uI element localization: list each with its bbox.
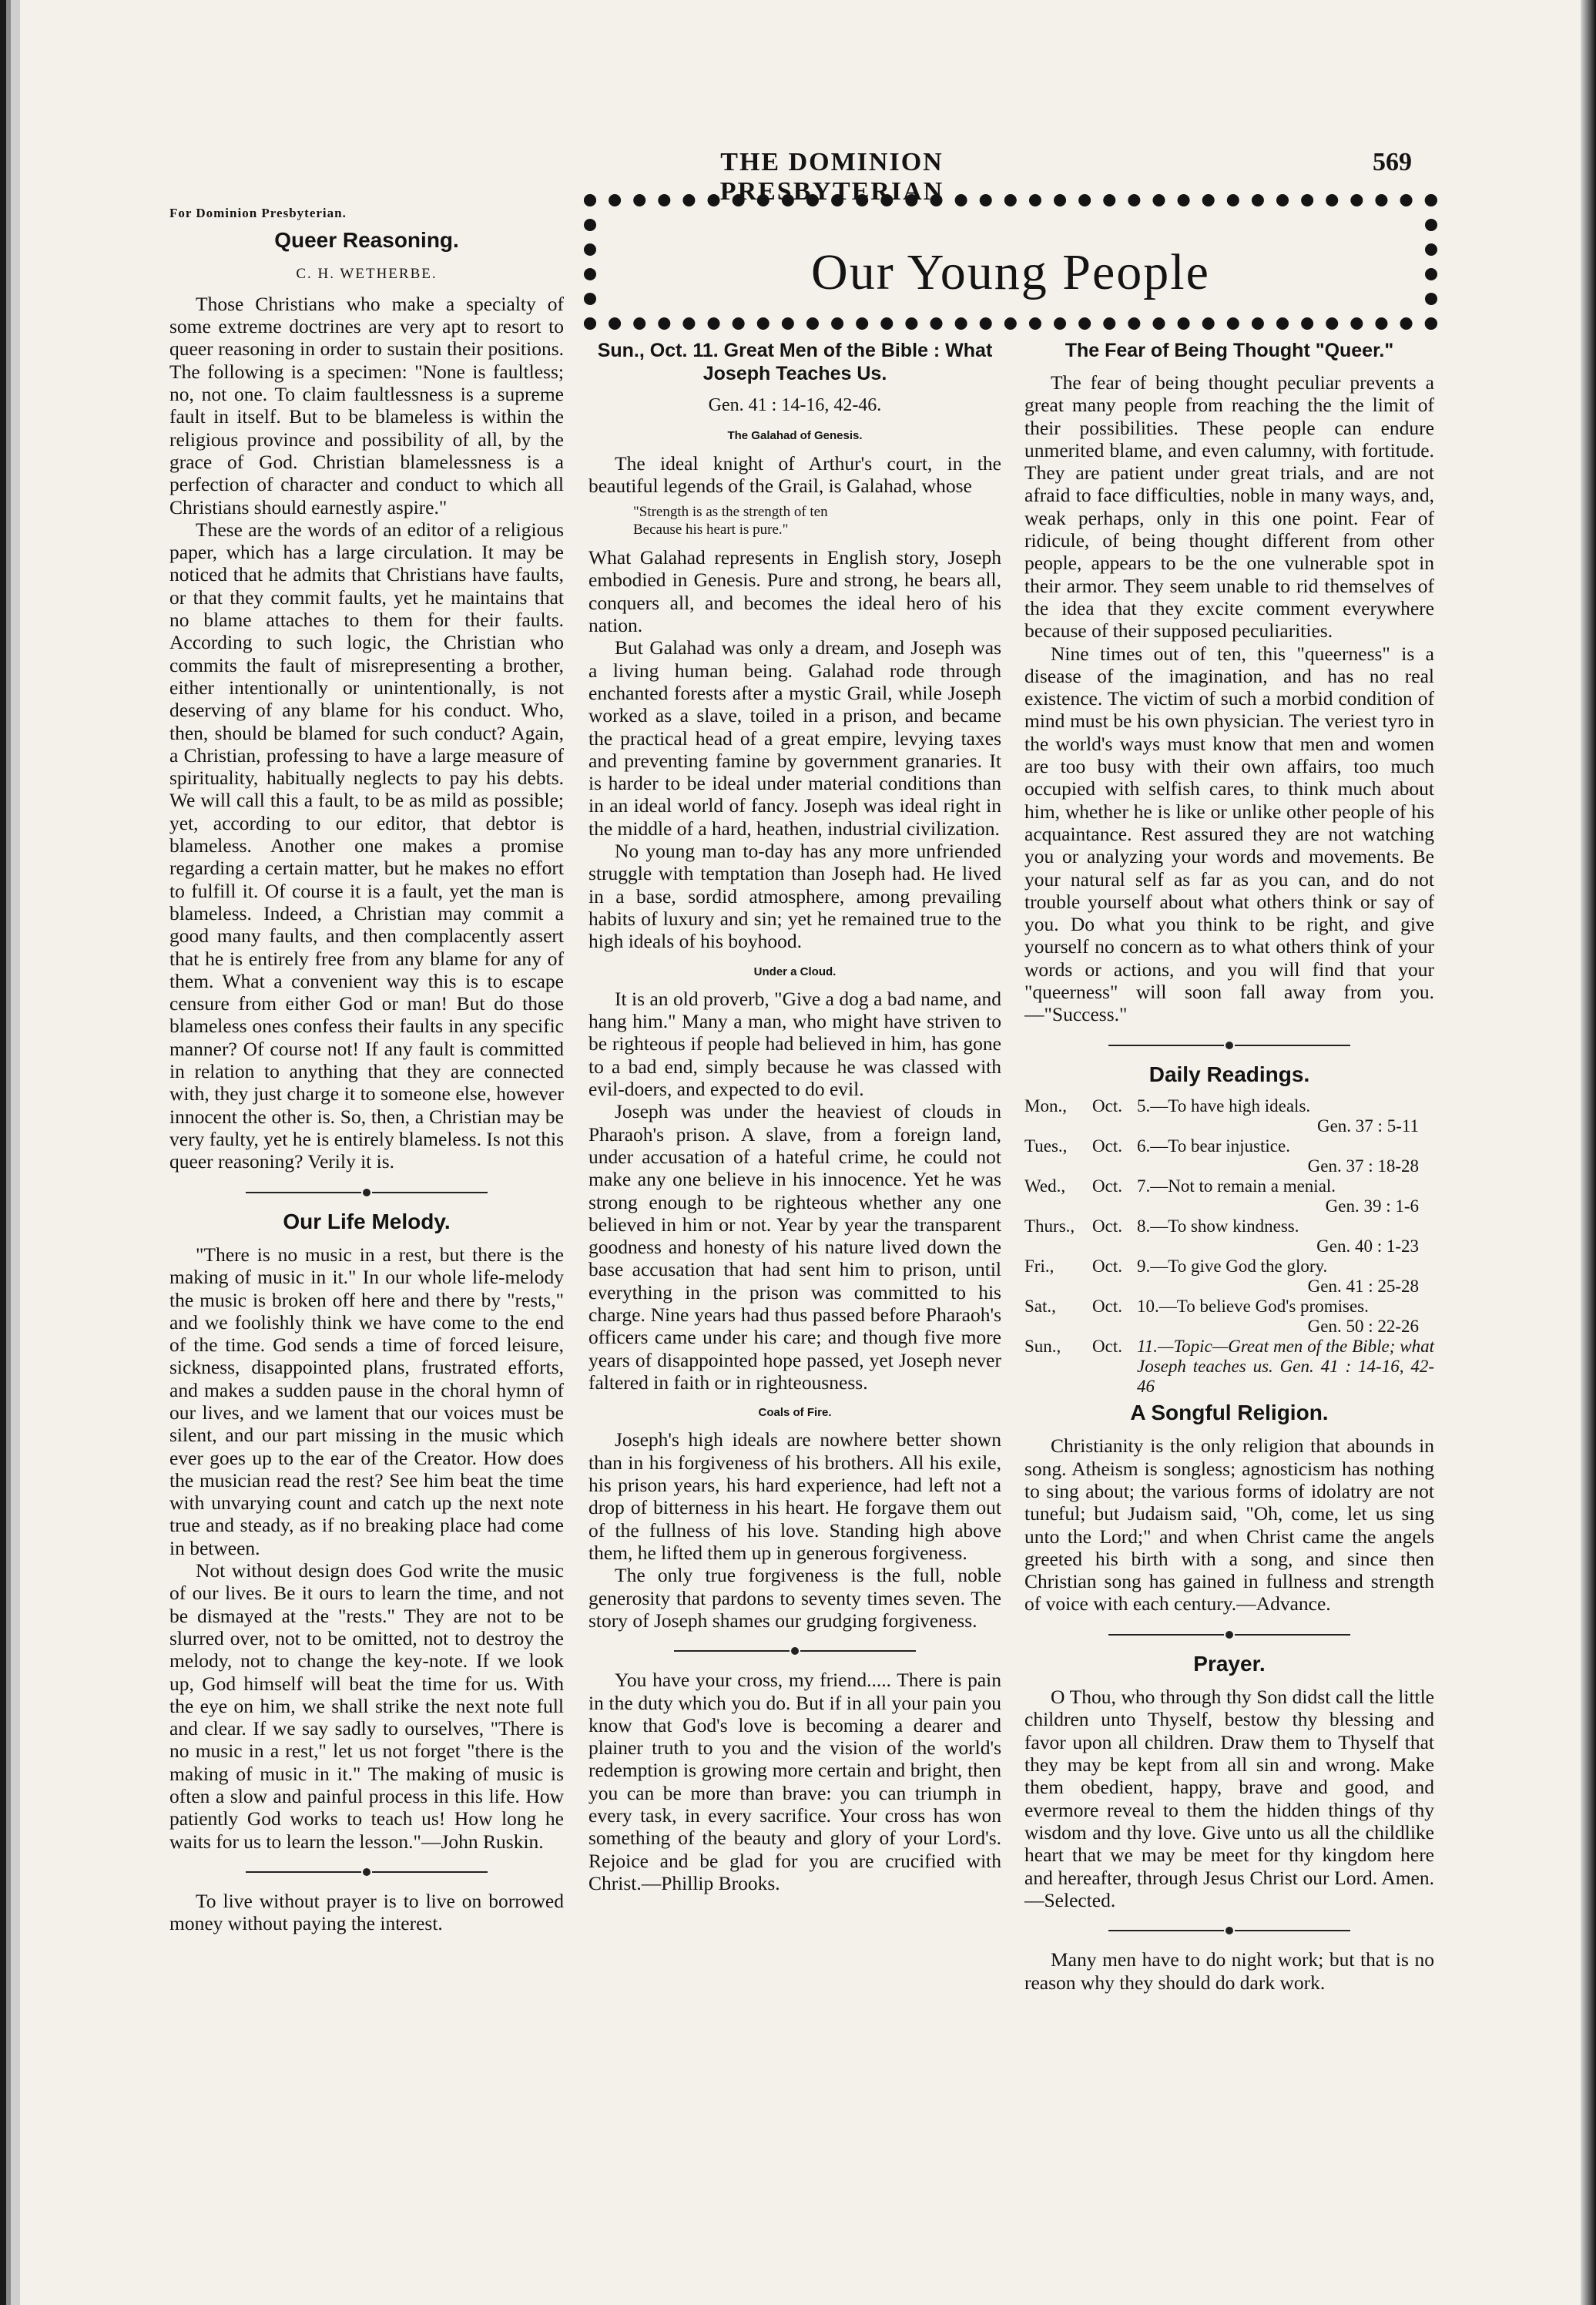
reading-ref: Gen. 37 : 18-28 xyxy=(1307,1156,1419,1176)
subheading: The Galahad of Genesis. xyxy=(727,429,863,443)
paragraph: O Thou, who through thy Son didst call the little children unto Thyself, bestow thy blessing and favor upon all children. Draw them to Thyself that they may be kept from all sin and wrong. Make them obedient, happy, brave and good, and evermore reveal to them the hidden things of thy wisdom and thy love. Give unto us all the childlike heart that we may be meet for thy kingdom here and hereafter, through Jesus Christ our Lord. Amen.—Selected. xyxy=(1024,1686,1434,1911)
songful-religion-title: A Songful Religion. xyxy=(1130,1401,1329,1425)
paragraph: The only true forgiveness is the full, noble generosity that pardons to seventy times seven. The story of Joseph shames our grudging forgiveness. xyxy=(588,1564,1001,1632)
paragraph: But Galahad was only a dream, and Joseph was a living human being. Galahad rode through enchanted forests after a mystic Grail, while Joseph worked as a slave, toiled in a prison, and became the practical head of a great empire, levying taxes and preventing famine by government granaries. It is harder to be ideal under material conditions than in an ideal world of fancy. Joseph was ideal right in the middle of a hard, heathen, industrial civilization. xyxy=(588,636,1001,840)
paragraph: The fear of being thought peculiar prevents a great many people from reaching the the limit of their possibilities. These people can endure unmerited blame, and even calumny, with fortitude. They are patient under great trials, and are not afraid to face difficulties, noble in many ways, and, weak perhaps, only in this one point. Fear of ridicule, of being thought different from other people, appears to be the one vulnerable spot in their armor. They seem unable to rid themselves of the idea that they excite comment everywhere because of their supposed peculiarities. xyxy=(1024,371,1434,643)
reading-row: Mon., Oct. 5.—To have high ideals. xyxy=(1024,1096,1311,1116)
prayer-title: Prayer. xyxy=(1193,1651,1266,1676)
reading-ref: Gen. 39 : 1-6 xyxy=(1325,1196,1419,1216)
divider xyxy=(1024,1925,1434,1934)
article-title-fear-queer: The Fear of Being Thought "Queer." xyxy=(1065,340,1394,361)
reading-row: Thurs., Oct. 8.—To show kindness. xyxy=(1024,1216,1299,1236)
paragraph: Nine times out of ten, this "queerness" is a disease of the imagination, and has no real existence. The victim of such a morbid condition of mind must be his own physician. The veriest tyro in the world's ways must know that men and women are too busy with their own affairs, too much occupied with selfish cares, to think much about him, whether he is like or unlike other people of his acquaintance. Rest assured they are not watching you or analyzing your words and movements. Be your natural self as far as you can, and do not trouble yourself about what others think or say of you. Do what you think to be right, and give yourself no concern as to what others think of your words or actions, and you will find that your "queerness" will soon fall away from you.—"Success." xyxy=(1024,642,1434,1026)
divider xyxy=(169,1186,564,1196)
reading-row: Wed., Oct. 7.—Not to remain a menial. xyxy=(1024,1176,1336,1196)
paragraph: "There is no music in a rest, but there is the making of music in it." In our whole life-melody the music is broken off here and there by "rests," and we foolishly think we have come to the end of the time. God sends a time of forced leisure, sickness, disappointed plans, frustrated efforts, and makes a sudden pause in the choral hymn of our lives, and we lament that our voices must be silent, and our part missing in the music which ever goes up to the ear of the Creator. How does the musician read the rest? See him beat the time with unvarying count and catch up the next note true and steady, as if no breaking place had come in between. xyxy=(169,1243,564,1559)
reading-ref: Gen. 40 : 1-23 xyxy=(1316,1236,1419,1257)
paragraph: Christianity is the only religion that abounds in song. Atheism is songless; agnosticism has nothing to sing about; the various forms of idolatry are not tuneful; but Judaism said, "Oh, come, let us sing unto the Lord;" and when Christ came the angels greeted his birth with a song, and since then Christian song has gained in fullness and strength of voice with each century.—Advance. xyxy=(1024,1434,1434,1616)
daily-readings-title: Daily Readings. xyxy=(1148,1062,1310,1086)
section-banner xyxy=(584,194,1437,330)
scan-edge-left xyxy=(0,0,20,2305)
paragraph: No young man to-day has any more unfriended struggle with temptation than Joseph had. He lived in a base, sordid atmosphere, among prevailing habits of luxury and sin; yet he remained true to the high ideals of his boyhood. xyxy=(588,840,1001,953)
paragraph: These are the words of an editor of a religious paper, which has a large circulation. It may be noticed that he admits that Christians have faults, or that they commit faults, yet he maintains that no blame attaches to them for their faults. According to such logic, the Christian who commits the fault of misrepresenting a brother, either intentionally or unintentionally, is not deserving of any blame for his conduct. Who, then, should be blamed for such conduct? Again, a Christian, professing to have a large measure of spirituality, habitually neglects to pay his debts. We will call this a fault, to be as mild as possible; yet, according to our editor, that debtor is blameless. Another one makes a promise regarding a certain matter, but he makes no effort to fulfill it. Of course it is a fault, yet the man is blameless. Indeed, a Christian may commit a good many faults, and then complacently assert that he is entirely free from any blame for any of them. What a convenient way this is to escape censure from either God or man! But do those blameless ones confess their faults in any specific manner? Of course not! If any fault is committed in relation to anything that they are connected with, they just charge it to someone else, however innocent the other is. So, then, a Christian may be very faulty, yet he is entirely blameless. Is not this queer reasoning? Verily it is. xyxy=(169,518,564,1173)
verse-line: Because his heart is pure." xyxy=(633,522,789,539)
paragraph: It is an old proverb, "Give a dog a bad name, and hang him." Many a man, who might have striven to be righteous if people had believed in him, has gone to a bad end, simply because he was classed with evil-doers, and expected to do evil. xyxy=(588,987,1001,1101)
reading-row: Tues., Oct. 6.—To bear injustice. xyxy=(1024,1136,1290,1156)
column-middle xyxy=(588,339,1001,1894)
column-left xyxy=(169,202,564,1935)
source-tag: For Dominion Presbyterian. xyxy=(169,206,347,220)
subheading: Under a Cloud. xyxy=(753,965,837,978)
reading-ref: Gen. 37 : 5-11 xyxy=(1316,1116,1419,1136)
divider xyxy=(588,1646,1001,1655)
paragraph: The ideal knight of Arthur's court, in the beautiful legends of the Grail, is Galahad, whose xyxy=(588,451,1001,497)
page-number: 569 xyxy=(1373,148,1412,176)
reading-row: Sun., Oct. 11.—Topic—Great men of the Bible; what Joseph teaches us. Gen. 41 : 14-16, 42-46 xyxy=(1024,1337,1434,1397)
article-title-life-melody: Our Life Melody. xyxy=(283,1209,451,1233)
closing-note: Many men have to do night work; but that is no reason why they should do dark work. xyxy=(1024,1948,1434,1994)
column-right xyxy=(1024,339,1434,1994)
divider xyxy=(1024,1040,1434,1049)
divider xyxy=(169,1867,564,1876)
banner-title: Our Young People xyxy=(811,244,1210,300)
daily-readings-list xyxy=(1024,1096,1434,1397)
reading-ref: Gen. 41 : 25-28 xyxy=(1307,1277,1419,1297)
reading-row: Sat., Oct. 10.—To believe God's promises. xyxy=(1024,1297,1369,1317)
verse-line: "Strength is as the strength of ten xyxy=(633,504,828,521)
paragraph: Joseph's high ideals are nowhere better shown than in his forgiveness of his brothers. All his exile, his prison years, his hard experience, had left not a drop of bitterness in his heart. He forgave them out of the fullness of his love. Standing high above them, he lifted them up in generous forgiveness. xyxy=(588,1428,1001,1564)
reading-ref: Gen. 50 : 22-26 xyxy=(1307,1317,1419,1337)
article-byline: C. H. WETHERBE. xyxy=(296,265,438,282)
scan-edge-right xyxy=(1581,0,1596,2305)
paragraph: You have your cross, my friend..... There is pain in the duty which you do. But if in all your pain you know that God's love is becoming a dearer and plainer truth to you and the vision of the world's redemption is growing more certain and bright, then you can be more than brave: you can triumph in every task, in every sacrifice. Your cross has won something of the beauty and glory of your Lord's. Rejoice and be glad for you are crucified with Christ.—Phillip Brooks. xyxy=(588,1669,1001,1894)
divider xyxy=(1024,1629,1434,1639)
closing-note: To live without prayer is to live on borrowed money without paying the interest. xyxy=(169,1890,564,1935)
paragraph: Those Christians who make a specialty of some extreme doctrines are very apt to resort to queer reasoning in order to sustain their positions. The following is a specimen: "None is faultless; no, not one. To claim faultlessness is a supreme fault in itself. But to be blameless is within the religious province and possibility of all, by the grace of God. Christian blamelessness is a perfection of character and conduct to which all Christians should earnestly aspire." xyxy=(169,292,564,518)
running-header: THE DOMINION PRESBYTERIAN xyxy=(719,148,944,206)
article-title-joseph: Sun., Oct. 11. Great Men of the Bible : What Joseph Teaches Us. xyxy=(597,340,993,384)
reading-row: Fri., Oct. 9.—To give God the glory. xyxy=(1024,1257,1328,1277)
paragraph: Joseph was under the heaviest of clouds in Pharaoh's prison. A slave, from a foreign land, under accusation of a hateful crime, he could not make any one believe in his innocence. Yet he was strong enough to be righteous whether any one believed in him or not. Year by year the transparent goodness and honesty of his nature lived down the base accusation that had sent him to prison, until everything in the prison was committed to his charge. Nine years had thus passed before Pharaoh's officers came under his care; and though five more years of disappointed hope passed, yet Joseph never faltered in faith or in righteousness. xyxy=(588,1100,1001,1394)
verse-quote xyxy=(633,503,1001,539)
subheading: Coals of Fire. xyxy=(758,1406,832,1420)
article-title-queer-reasoning: Queer Reasoning. xyxy=(274,228,459,253)
paragraph: What Galahad represents in English story, Joseph embodied in Genesis. Pure and strong, he bears all, conquers all, and becomes the ideal hero of his nation. xyxy=(588,546,1001,637)
scripture-reference: Gen. 41 : 14-16, 42-46. xyxy=(708,395,882,415)
paragraph: Not without design does God write the music of our lives. Be it ours to learn the time, and not be dismayed at the "rests." They are not to be slurred over, not to be omitted, not to destroy the melody, not to change the key-note. If we look up, God himself will beat the time for us. With the eye on him, we shall strike the next note full and clear. If we say sadly to ourselves, "There is no music in a rest," let us not forget "there is the making of music in it." The making of music is often a slow and painful process in this life. How patiently God works to teach us! How long he waits for us to learn the lesson."—John Ruskin. xyxy=(169,1559,564,1853)
